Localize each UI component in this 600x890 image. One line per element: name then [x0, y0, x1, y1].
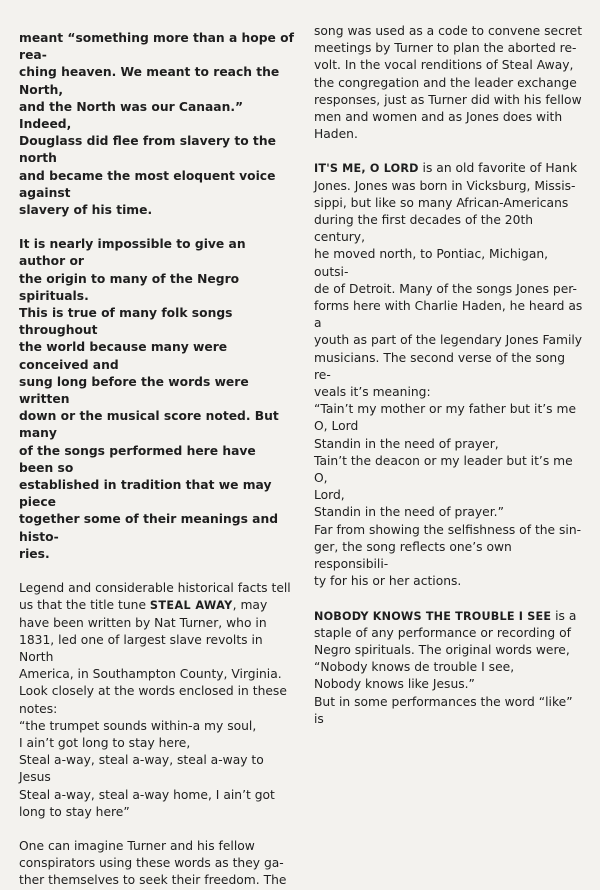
text-span: us that the title tune — [19, 598, 150, 613]
text-line: Far from showing the selfishness of the sin- — [314, 522, 582, 537]
text-line: de of Detroit. Many of the songs Jones per- — [314, 281, 577, 296]
lyric-line: Tain’t the deacon or my leader but it’s me O, — [314, 453, 573, 486]
text-line: the congregation and the leader exchange — [314, 75, 577, 90]
steal-away-code-paragraph — [314, 23, 584, 143]
text-line: song was used as a code to convene secret — [314, 24, 583, 38]
text-line: Legend and considerable historical facts tell — [19, 581, 291, 596]
text-line: staple of any performance or recording of — [314, 625, 571, 640]
text-line: meant “something more than a hope of rea- — [19, 31, 294, 63]
text-line: This is true of many folk songs throughout — [19, 306, 233, 338]
left-column — [19, 30, 294, 890]
lyric-line: O, Lord — [314, 419, 359, 434]
lyric-line: “Tain’t my mother or my father but it’s me — [314, 402, 577, 417]
text-line: notes: — [19, 701, 58, 716]
text-line: Jones. Jones was born in Vicksburg, Missis- — [314, 178, 576, 193]
text-line: sung long before the words were written — [19, 374, 249, 407]
text-line: during the first decades of the 20th century, — [314, 213, 534, 245]
text-line: the origin to many of the Negro spirituals. — [19, 271, 240, 303]
lyric-line: Standin in the need of prayer.” — [314, 505, 504, 520]
text-line: Douglass did flee from slavery to the north — [19, 134, 276, 166]
text-span: is an old favorite of Hank — [418, 161, 578, 176]
right-column — [314, 23, 584, 728]
frederick-douglass-paragraph — [19, 30, 294, 219]
lyric-line: “the trumpet sounds within-a my soul, — [19, 718, 257, 733]
text-line: conspirators using these words as they ga- — [19, 856, 284, 871]
text-span: is a — [551, 608, 577, 623]
text-line: men and women and as Jones does with — [314, 110, 563, 125]
song-title-nobody-knows: NOBODY KNOWS THE TROUBLE I SEE — [314, 609, 552, 623]
text-line: and became the most eloquent voice against — [19, 168, 276, 200]
steal-away-paragraph — [19, 580, 294, 821]
text-line: ther themselves to seek their freedom. The — [19, 873, 287, 888]
text-line: One can imagine Turner and his fellow — [19, 838, 255, 853]
song-title-steal-away: STEAL AWAY — [149, 599, 233, 613]
lyric-line: Steal a-way, steal a-way home, I ain’t got — [19, 787, 275, 802]
text-line: the world because many were conceived and — [19, 340, 228, 372]
turner-conspirators-paragraph — [19, 838, 294, 890]
text-line: musicians. The second verse of the song re- — [314, 350, 566, 382]
text-line: It is nearly impossible to give an author or — [19, 237, 246, 269]
text-line: volt. In the vocal renditions of Steal Away, — [314, 58, 574, 73]
text-line: ching heaven. We meant to reach the North, — [19, 65, 280, 97]
text-line: youth as part of the legendary Jones Family — [314, 333, 583, 348]
text-line — [314, 608, 584, 625]
text-line: ty for his or her actions. — [314, 574, 462, 589]
text-line: down or the musical score noted. But many — [19, 409, 279, 441]
text-line: Look closely at the words enclosed in these — [19, 684, 287, 699]
spirituals-origin-paragraph — [19, 236, 294, 563]
lyric-line: I ain’t got long to stay here, — [19, 735, 191, 750]
text-line: ger, the song reflects one’s own responsibili- — [314, 539, 512, 572]
text-line: established in tradition that we may piece — [19, 478, 272, 510]
text-line: together some of their meanings and histo- — [19, 512, 279, 544]
lyric-line: Nobody knows like Jesus.” — [314, 677, 475, 692]
text-line: Haden. — [314, 127, 358, 142]
text-line: America, in Southampton County, Virginia. — [19, 667, 282, 682]
text-line — [314, 160, 584, 177]
text-line: ries. — [19, 546, 50, 561]
text-line: forms here with Charlie Haden, he heard as a — [314, 299, 583, 331]
text-line: But in some performances the word “like” is — [314, 694, 573, 726]
lyric-line: “Nobody knows de trouble I see, — [314, 660, 515, 675]
nobody-knows-paragraph — [314, 608, 584, 728]
text-line: meetings by Turner to plan the aborted re- — [314, 41, 577, 56]
text-line: he moved north, to Pontiac, Michigan, outsi- — [314, 247, 549, 279]
lyric-line: Steal a-way, steal a-way, steal a-way to Jesus — [19, 753, 264, 785]
text-span: , may — [232, 598, 268, 613]
text-line: slavery of his time. — [19, 203, 153, 218]
lyric-line: Lord, — [314, 488, 345, 503]
text-line: sippi, but like so many African-Americans — [314, 195, 569, 210]
text-line: have been written by Nat Turner, who in — [19, 615, 267, 630]
lyric-line: long to stay here” — [19, 804, 130, 819]
song-title-its-me-o-lord: IT'S ME, O LORD — [314, 162, 419, 176]
text-line: of the songs performed here have been so — [19, 443, 256, 475]
text-line: responses, just as Turner did with his fellow — [314, 92, 582, 107]
text-line — [19, 597, 294, 614]
text-line: Negro spirituals. The original words were, — [314, 642, 570, 657]
text-line: veals it’s meaning: — [314, 385, 431, 400]
lyric-line: Standin in the need of prayer, — [314, 436, 499, 451]
its-me-o-lord-paragraph — [314, 160, 584, 590]
text-line: and the North was our Canaan.” Indeed, — [19, 99, 244, 132]
text-line: 1831, led one of largest slave revolts in North — [19, 632, 263, 664]
